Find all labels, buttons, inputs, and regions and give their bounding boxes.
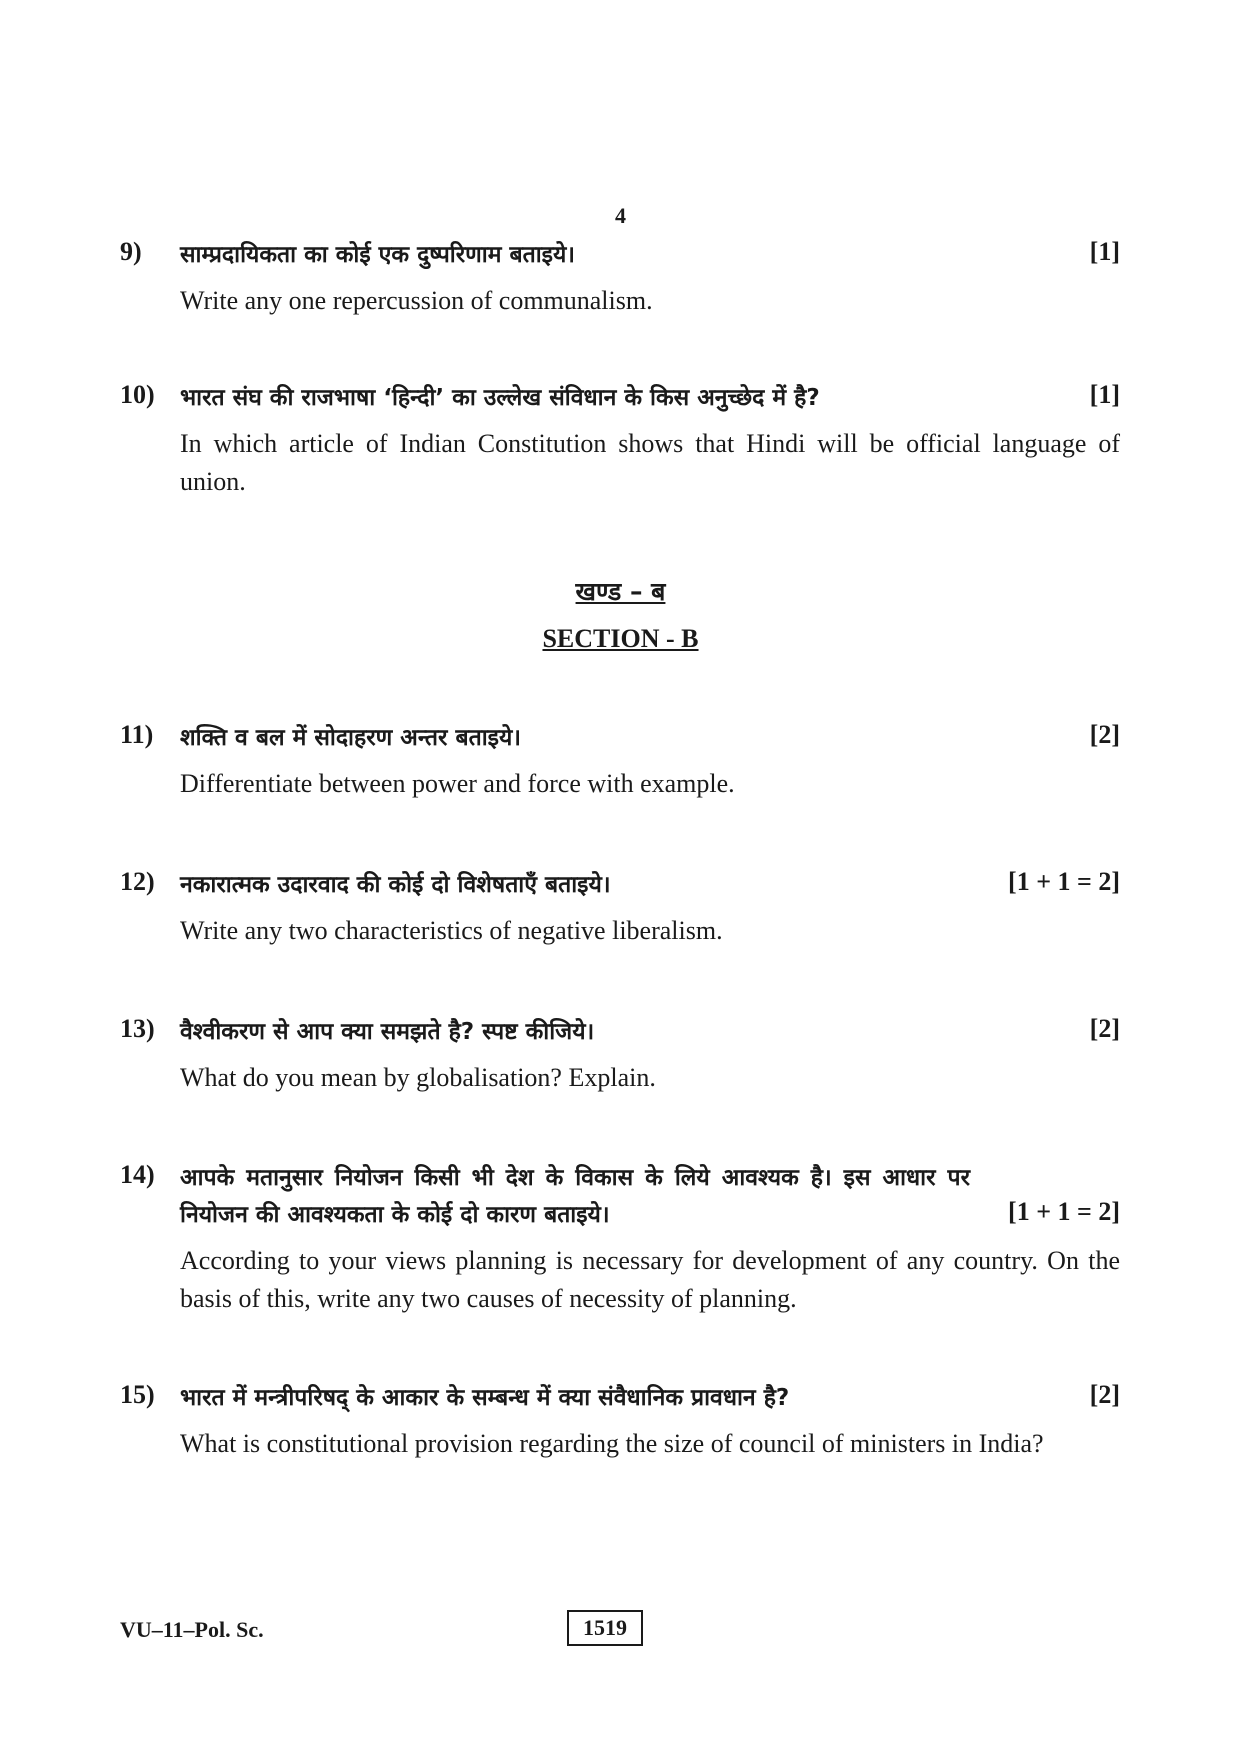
question-14 (120, 1160, 1120, 1318)
question-11 (120, 720, 1120, 803)
question-text-hindi: भारत संघ की राजभाषा ‘हिन्दी’ का उल्लेख संविधान के किस अनुच्छेद में है? (180, 385, 820, 411)
question-number: 14) (120, 1160, 155, 1189)
question-15 (120, 1380, 1120, 1463)
question-text-english: According to your views planning is necessary for development of any country. On the basis of this, write any two causes of necessity of planning. (180, 1246, 1120, 1313)
question-text-hindi: नकारात्मक उदारवाद की कोई दो विशेषताएँ बताइये। (180, 872, 611, 898)
question-number: 11) (120, 720, 154, 749)
question-number: 13) (120, 1014, 155, 1043)
question-number: 9) (120, 237, 142, 266)
section-title-hindi: खण्ड – ब (575, 577, 666, 606)
question-number: 10) (120, 380, 155, 409)
question-marks: [1 + 1 = 2] (1008, 867, 1120, 896)
question-marks: [1 + 1 = 2] (1008, 1197, 1120, 1226)
question-text-hindi: साम्प्रदायिकता का कोई एक दुष्परिणाम बताइये। (180, 242, 576, 268)
page-number: 4 (615, 203, 626, 228)
question-marks: [2] (1089, 720, 1120, 749)
question-13 (120, 1014, 1120, 1097)
section-title-english: SECTION - B (542, 624, 699, 653)
question-text-english: In which article of Indian Constitution shows that Hindi will be official language of union. (180, 429, 1120, 496)
question-text-english: What is constitutional provision regarding the size of council of ministers in India? (180, 1429, 1044, 1458)
serial-number-box: 1519 (567, 1610, 643, 1646)
paper-code: VU–11–Pol. Sc. (120, 1617, 264, 1642)
question-text-hindi: शक्ति व बल में सोदाहरण अन्तर बताइये। (180, 725, 521, 751)
question-text-english: Differentiate between power and force with example. (180, 769, 735, 798)
question-number: 15) (120, 1380, 155, 1409)
question-text-hindi: वैश्वीकरण से आप क्या समझते है? स्पष्ट कीजिये। (180, 1019, 595, 1045)
question-text-hindi: भारत में मन्त्रीपरिषद् के आकार के सम्बन्ध में क्या संवैधानिक प्रावधान है? (180, 1385, 790, 1411)
question-number: 12) (120, 867, 155, 896)
question-marks: [2] (1089, 1380, 1120, 1409)
question-marks: [2] (1089, 1014, 1120, 1043)
question-text-english: Write any one repercussion of communalism. (180, 286, 653, 315)
question-text-hindi: आपके मतानुसार नियोजन किसी भी देश के विकास के लिये आवश्यक है। इस आधार पर नियोजन की आवश्यकता के कोई दो कारण बताइये। (180, 1165, 970, 1228)
question-12 (120, 867, 1120, 950)
question-text-english: Write any two characteristics of negative liberalism. (180, 916, 723, 945)
question-9 (120, 237, 1120, 320)
question-10 (120, 380, 1120, 501)
question-marks: [1] (1089, 237, 1120, 266)
question-text-english: What do you mean by globalisation? Explain. (180, 1063, 656, 1092)
question-marks: [1] (1089, 380, 1120, 409)
